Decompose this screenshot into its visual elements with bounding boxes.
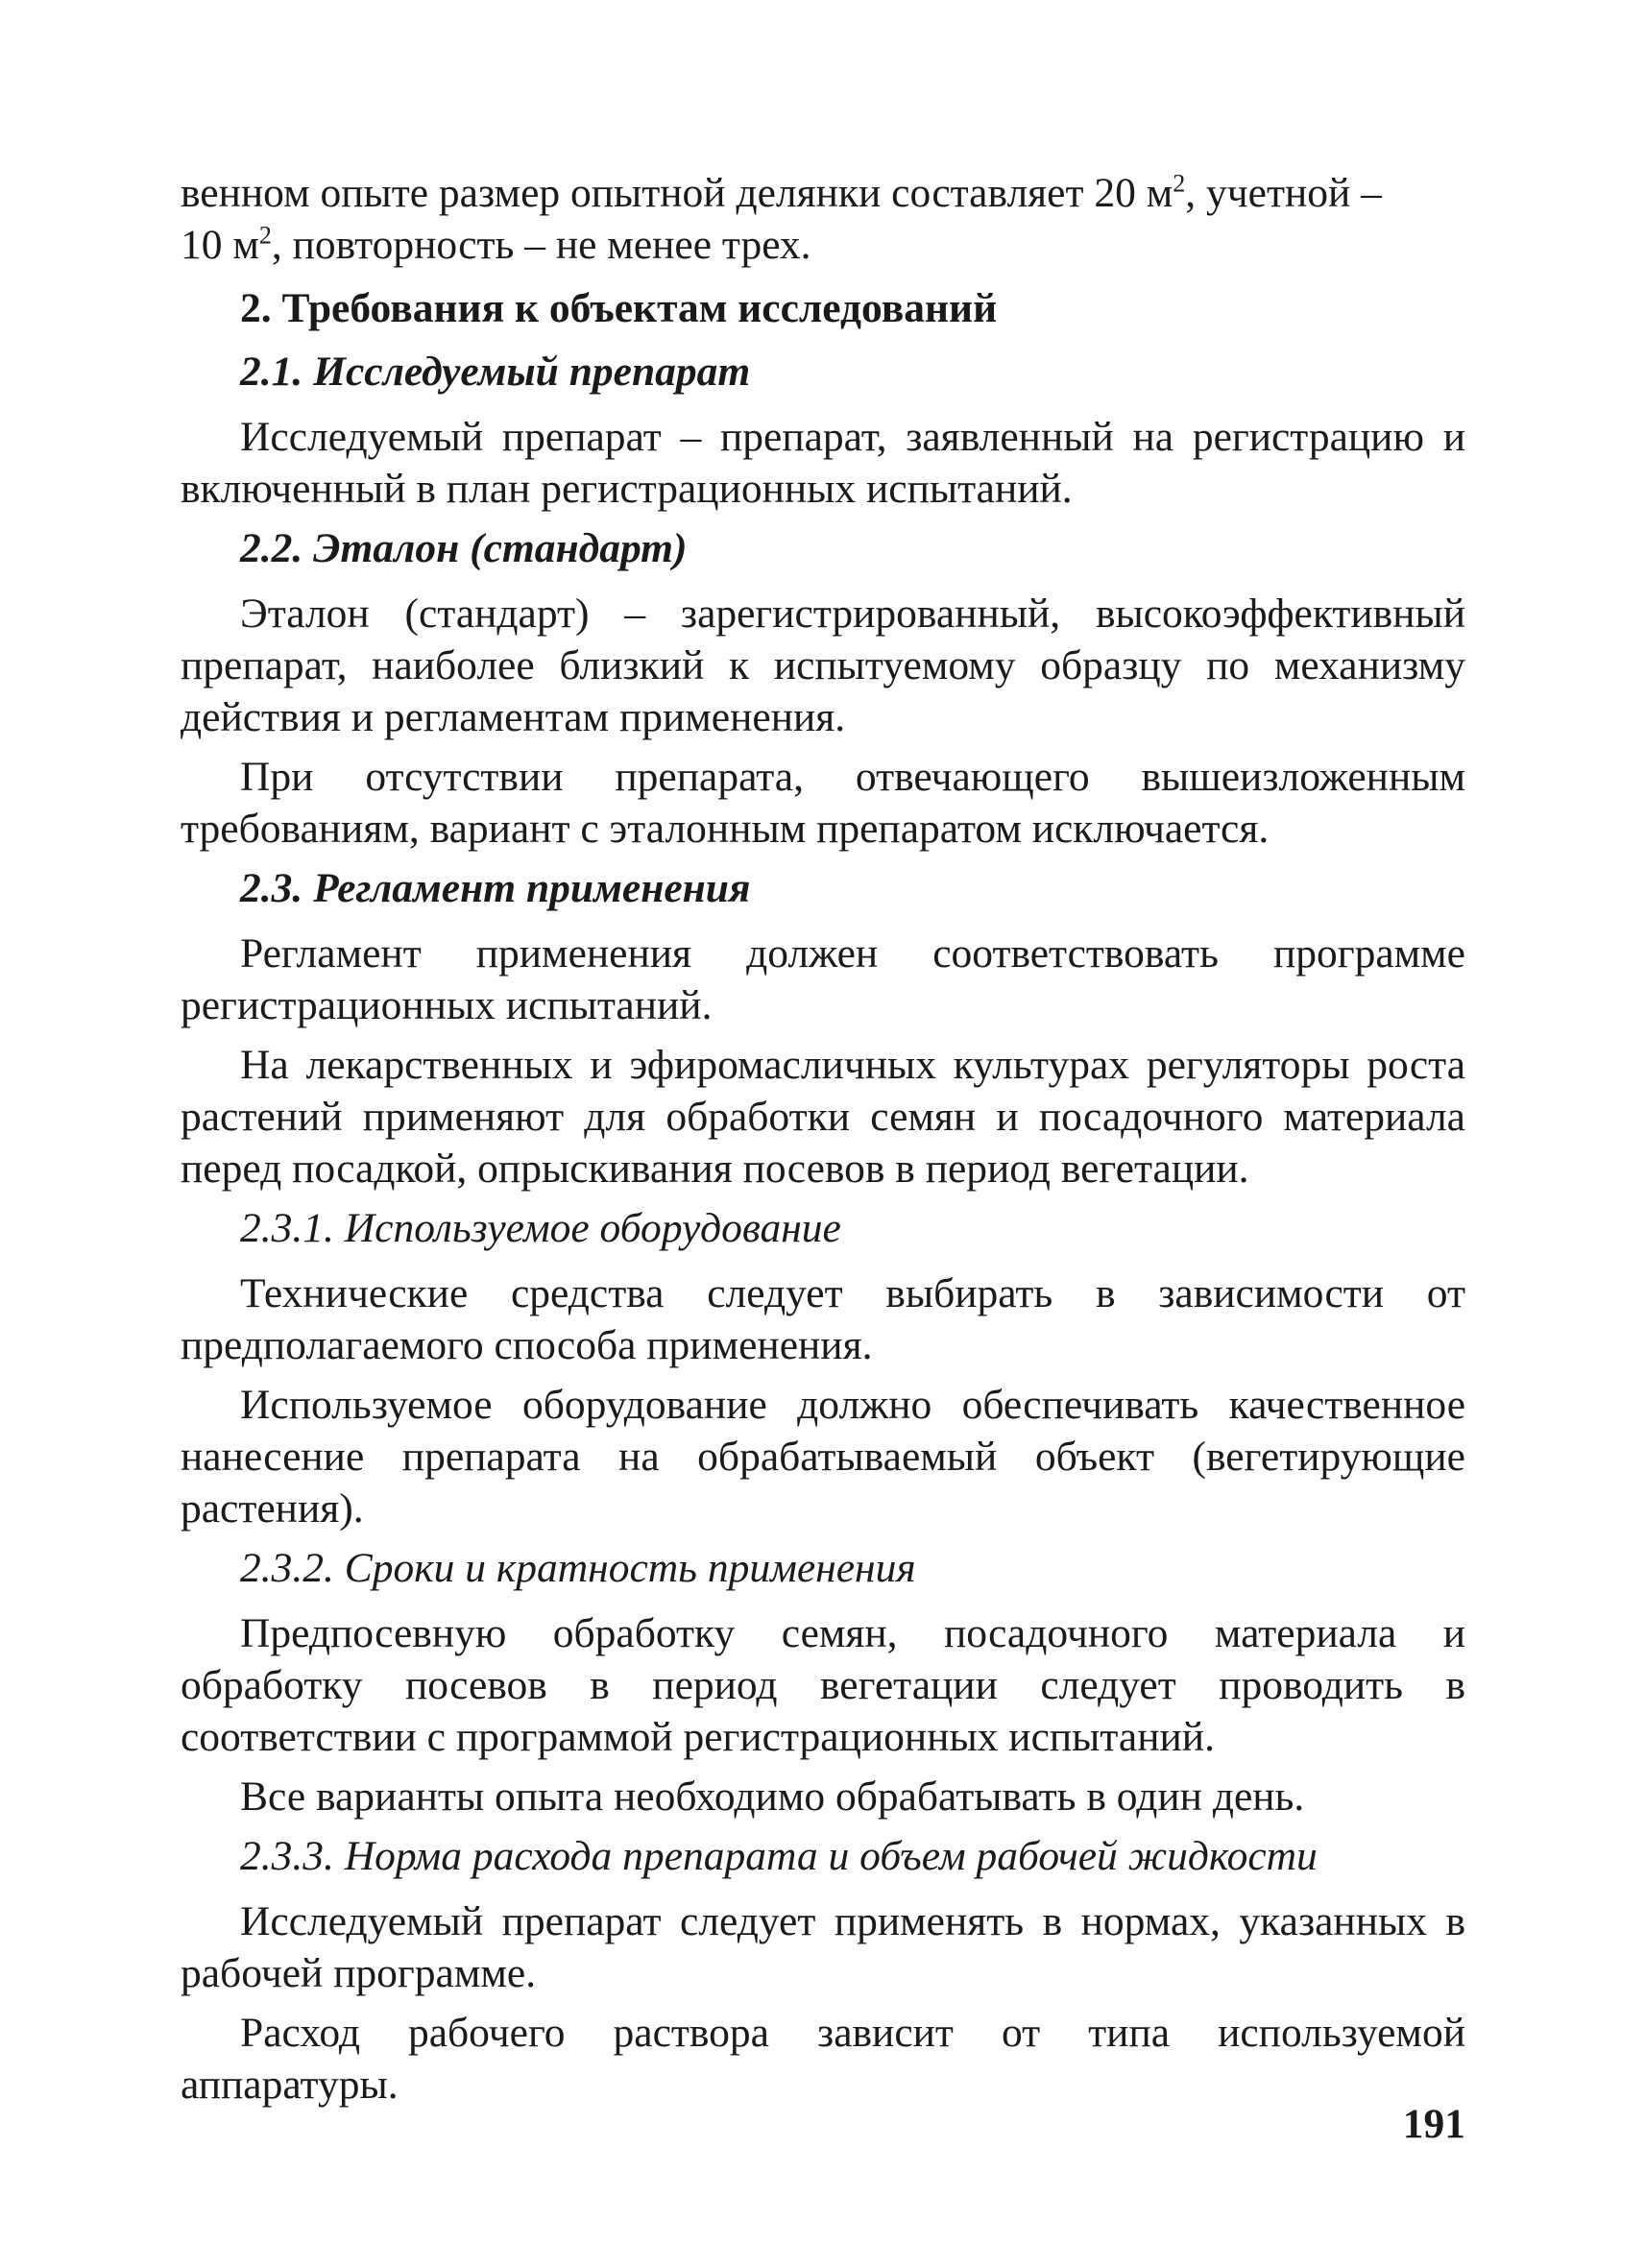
intro-line2-tail: , повторность – не менее трех. bbox=[271, 222, 811, 268]
page-number: 191 bbox=[1402, 2101, 1465, 2147]
paragraph: На лекарственных и эфиромасличных культурах регуляторы роста растений применяют для обработки семян и посадочного материала перед посадкой, опрыскивания посевов в период вегетации. bbox=[181, 1042, 1465, 1192]
section-heading-2-3-3: 2.3.3. Норма расхода препарата и объем рабочей жидкости bbox=[240, 1833, 1318, 1879]
paragraph: Исследуемый препарат – препарат, заявленный на регистрацию и включенный в план регистрационных испытаний. bbox=[181, 414, 1465, 512]
paragraph: Все варианты опыта необходимо обрабатывать в один день. bbox=[240, 1773, 1305, 1820]
superscript-squared: 2 bbox=[258, 221, 272, 250]
section-heading-2-3: 2.3. Регламент применения bbox=[240, 865, 751, 911]
intro-line1-tail: , учетной – bbox=[1185, 170, 1382, 216]
paragraph: Расход рабочего раствора зависит от типа используемой аппаратуры. bbox=[181, 2010, 1465, 2108]
superscript-squared: 2 bbox=[1173, 169, 1186, 198]
intro-line1-text: венном опыте размер опытной делянки составляет 20 м bbox=[181, 170, 1173, 216]
section-heading-2-1: 2.1. Исследуемый препарат bbox=[240, 349, 751, 395]
page-body bbox=[181, 167, 1465, 2111]
paragraph: Предпосевную обработку семян, посадочного материала и обработку посевов в период вегетации следует проводить в соответствии с программой регистрационных испытаний. bbox=[181, 1610, 1465, 1760]
intro-paragraph bbox=[181, 167, 1465, 271]
section-heading-2-3-2: 2.3.2. Сроки и кратность применения bbox=[240, 1545, 916, 1591]
paragraph: Используемое оборудование должно обеспечивать качественное нанесение препарата на обрабатываемый объект (вегетирующие растения). bbox=[181, 1382, 1465, 1532]
section-heading-2: 2. Требования к объектам исследований bbox=[240, 285, 998, 331]
section-heading-2-2: 2.2. Эталон (стандарт) bbox=[240, 525, 688, 571]
section-heading-2-3-1: 2.3.1. Используемое оборудование bbox=[240, 1205, 841, 1251]
intro-line2-text: 10 м bbox=[181, 222, 259, 268]
paragraph: Эталон (стандарт) – зарегистрированный, высокоэффективный препарат, наиболее близкий к испытуемому образцу по механизму действия и регламентам применения. bbox=[181, 591, 1465, 740]
paragraph: При отсутствии препарата, отвечающего вышеизложенным требованиям, вариант с эталонным препаратом исключается. bbox=[181, 754, 1465, 852]
paragraph: Регламент применения должен соответствовать программе регистрационных испытаний. bbox=[181, 930, 1465, 1028]
paragraph: Технические средства следует выбирать в зависимости от предполагаемого способа применения. bbox=[181, 1270, 1465, 1368]
paragraph: Исследуемый препарат следует применять в нормах, указанных в рабочей программе. bbox=[181, 1898, 1465, 1996]
